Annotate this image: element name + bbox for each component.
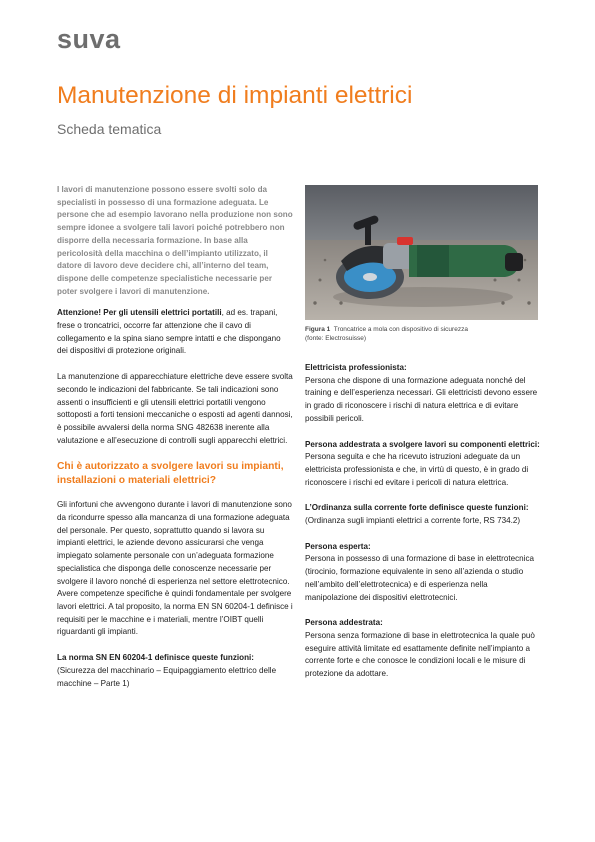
definition-heading: Persona addestrata a svolgere lavori su componenti elettrici: [305,439,540,449]
attention-rest: , ad es. trapani, frese o troncatrici, occorre far attenzione che il cavo di collegamento e la spina siano sempre intatti e che dispongano dei dispositivi di protezione originali. [57,308,281,356]
section-question: Chi è autorizzato a svolgere lavori su impianti, installazioni o materiali elettrici? [57,461,284,487]
definition-heading: Persona addestrata: [305,618,383,628]
page-subtitle: Scheda tematica [57,121,162,137]
angle-grinder-photo [305,185,538,320]
definition-entry [305,541,541,605]
intro-paragraph: I lavori di manutenzione possono essere svolti solo da specialisti in possesso di una formazione adeguata. Le persone che ad esempio lavorano nella produzione non sono sempre idonee a svolgere tali lavori poiché potrebbero non disporre della necessaria formazione. In base alla pericolosità della macchina o dell’impianto utilizzato, il datore di lavoro deve decidere chi, all’interno del team, dispone delle competenze specialistiche necessarie per poter svolgere i lavori di manutenzione. [57,185,293,296]
definition-text: Persona in possesso di una formazione di base in elettrotecnica (tirocinio, formazione equivalente in seno all’azienda o studio nell’ambito dell’elettrotecnica) e di esperienza nella manipolazione dei dispositivi elettrotecnici. [305,554,535,602]
definition-entry [305,362,541,426]
caption-text: Troncatrice a mola con dispositivo di sicurezza [333,326,468,333]
definition-text: Persona seguita e che ha ricevuto istruzioni adeguate da un elettricista professionista e che, in virtù di questo, è in grado di riconoscere i rischi ed evitare i pericoli di natura elettrica. [305,452,529,487]
definition-text: Persona che dispone di una formazione adeguata nonché del training e dell’esperienza necessari. Gli elettricisti devono essere in grado di riconoscere i rischi di natura elettrica e di evitare possibili pericoli. [305,375,538,423]
norm-text: (Sicurezza del macchinario – Equipaggiamento elettrico delle macchine – Parte 1) [57,665,277,688]
suva-logo: suva [57,24,121,54]
manufacturer-paragraph: La manutenzione di apparecchiature elettriche deve essere svolta secondo le indicazioni del fabbricante. Se tali indicazioni sono assenti o insufficienti e gli utensili elettrici portatili vengono sottoposti a forti tensioni meccaniche o esposti ad agenti dannosi, è possibile avvalersi della norma SNG 482638 inerente alla valutazione e all’esecuzione di controlli sugli apparecchi elettrici. [57,372,293,445]
definition-entry [305,502,541,527]
attention-paragraph [57,307,293,358]
definition-entry [305,439,541,490]
norm-heading: La norma SN EN 60204-1 definisce queste funzioni: [57,653,254,663]
figure-caption [305,325,538,343]
caption-label: Figura 1 [305,326,331,333]
page-title: Manutenzione di impianti elettrici [57,82,413,109]
definition-heading: Elettricista professionista: [305,363,407,372]
training-paragraph: Gli infortuni che avvengono durante i lavori di manutenzione sono da ricondurre spesso alla mancanza di una formazione adeguata del personale. Per questo, soprattutto quando si lavora su impianti elettrici, le aziende devono assicurarsi che venga impiegato solamente personale con un’adeguata formazione specialistica che disponga delle conoscenze necessarie per svolgere il lavoro nonché di esperienza nel settore elettrotecnico. Avere competenze specifiche è quindi fondamentale per svolgere lavori elettrici. A tal proposito, la norma EN SN 60204-1 definisce i requisiti per le macchine e i materiali, mentre l’OIBT quelli riguardanti gli impianti. [57,500,293,637]
definition-entry [305,617,541,681]
left-column [57,184,293,690]
definition-heading: Persona esperta: [305,541,371,551]
right-column [305,362,541,694]
attention-bold: Attenzione! Per gli utensili elettrici portatili [57,308,222,318]
definition-text: (Ordinanza sugli impianti elettrici a corrente forte, RS 734.2) [305,516,521,526]
definition-heading: L’Ordinanza sulla corrente forte definisce queste funzioni: [305,503,529,513]
caption-source: (fonte: Electrosuisse) [305,335,367,342]
definition-text: Persona senza formazione di base in elettrotecnica la quale può eseguire attività limitate ed esattamente definite nell’impianto a corrente forte e che conosce le condizioni locali e le misure di protezione da adottare. [305,630,535,679]
